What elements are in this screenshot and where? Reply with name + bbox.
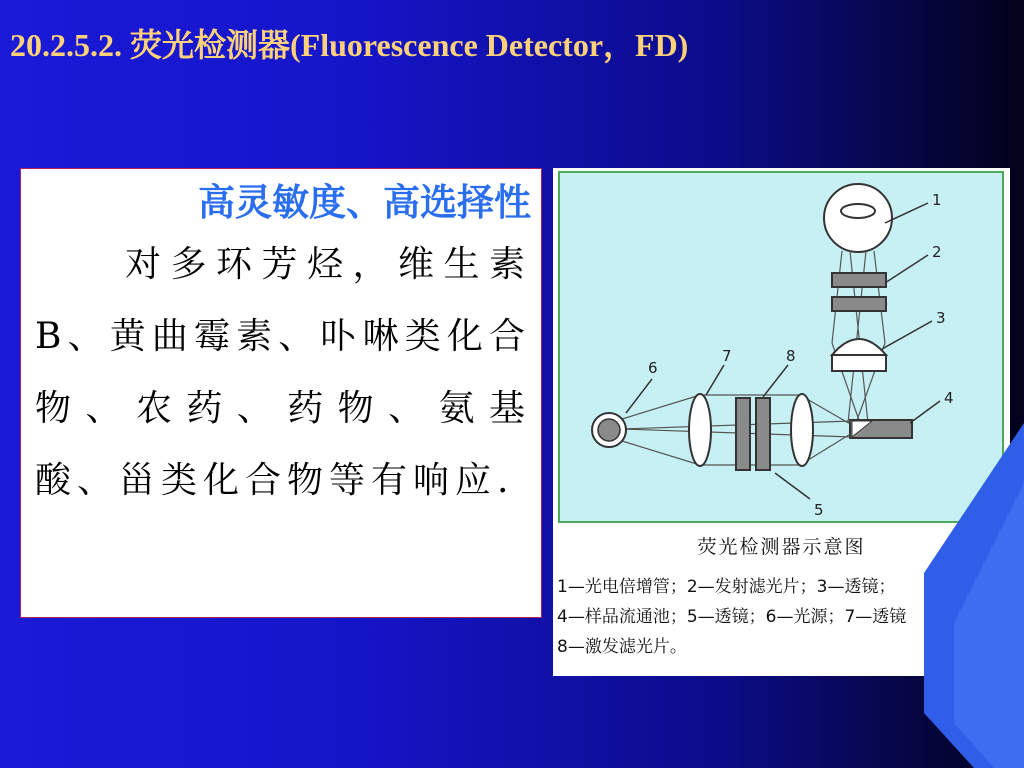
legend-line: 4—样品流通池；5—透镜；6—光源；7—透镜 (557, 607, 907, 627)
label-8: 8 (786, 347, 796, 365)
photomultiplier-window (841, 204, 875, 218)
legend-line: 8—激发滤光片。 (557, 637, 687, 657)
emission-lens (832, 339, 886, 355)
slide-title: 20.2.5.2. 荧光检测器(Fluorescence Detector，FD) (10, 27, 689, 63)
label-2: 2 (932, 243, 942, 261)
excitation-filter-a (736, 398, 750, 470)
excitation-lens-right (791, 394, 813, 466)
figure-caption: 荧光检测器示意图 (697, 536, 866, 558)
label-4: 4 (944, 389, 954, 407)
label-6: 6 (648, 359, 658, 377)
decorative-corner-shape (924, 423, 1024, 768)
emission-filter-upper (832, 273, 886, 287)
emission-filter-lower (832, 297, 886, 311)
label-3: 3 (936, 309, 946, 327)
text-box-heading: 高灵敏度、高选择性 (198, 180, 531, 224)
legend-line: 1—光电倍增管；2—发射滤光片；3—透镜； (557, 577, 896, 597)
label-5: 5 (814, 501, 824, 519)
label-1: 1 (932, 191, 942, 209)
excitation-lens-left (689, 394, 711, 466)
text-box (20, 168, 542, 618)
label-7: 7 (722, 347, 732, 365)
text-box-body: 对多环芳烃，维生素B、黄曲霉素、卟啉类化合物、农药、药物、氨基酸、甾类化合物等有响应. (35, 244, 531, 501)
excitation-filter-b (756, 398, 770, 470)
